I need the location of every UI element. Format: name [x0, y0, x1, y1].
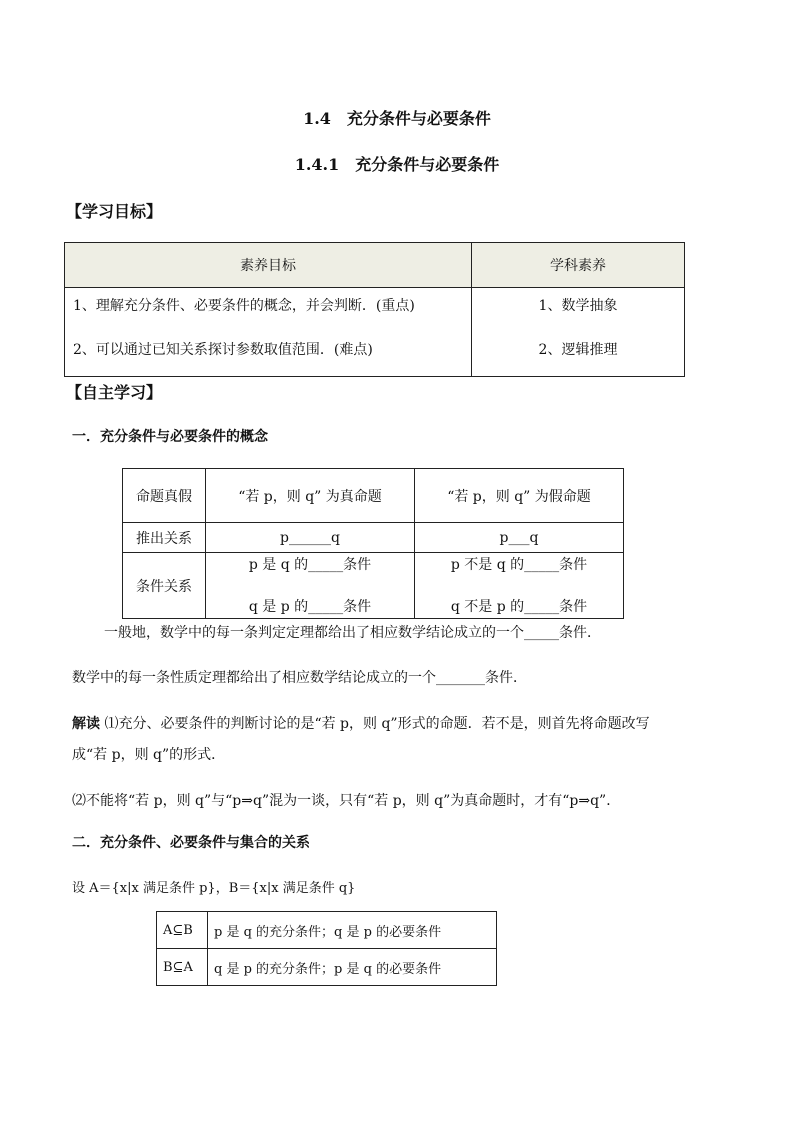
concept-cell-true: “若 p，则 q” 为真命题 [206, 469, 415, 523]
self-study-heading: 【自主学习】 [66, 383, 163, 402]
note-1-line-2: 成“若 p，则 q”的形式． [72, 747, 226, 763]
part1-heading: 一．充分条件与必要条件的概念 [72, 429, 268, 445]
goals-heading: 【学习目标】 [66, 202, 163, 221]
concept-cell-false: “若 p，则 q” 为假命题 [415, 469, 624, 523]
concept-table [122, 468, 624, 619]
concept-cell-cond-label: 条件关系 [123, 553, 206, 619]
set-definition: 设 A＝{x|x 满足条件 p}，B＝{x|x 满足条件 q} [72, 881, 356, 896]
part2-heading: 二．充分条件、必要条件与集合的关系 [72, 835, 310, 851]
goal-item-2: 2、可以通过已知关系探讨参数取值范围．(难点) [73, 342, 373, 358]
document-title: 1.4 充分条件与必要条件 [303, 109, 491, 128]
goals-subject-cell [472, 288, 685, 377]
note-1-line-1 [72, 713, 650, 733]
cond-true-line-1: p 是 q 的_____条件 [248, 556, 372, 573]
set-rel-2: B⊆A [157, 949, 208, 986]
note-label: 解读 [72, 716, 100, 732]
note-1-text: ⑴充分、必要条件的判断讨论的是“若 p，则 q”形式的命题．若不是，则首先将命题改写 [100, 716, 650, 732]
cond-false-line-1: p 不是 q 的_____条件 [450, 556, 588, 573]
subject-item-1: 1、数学抽象 [538, 298, 618, 314]
concept-cell-infer-false: p___q [415, 523, 624, 553]
goals-header-left: 素养目标 [65, 243, 472, 288]
cond-false-line-2: q 不是 p 的_____条件 [450, 598, 588, 615]
paragraph-property-theorem: 数学中的每一条性质定理都给出了相应数学结论成立的一个_______条件． [72, 670, 527, 686]
concept-cell-infer-label: 推出关系 [123, 523, 206, 553]
concept-cell-truth: 命题真假 [123, 469, 206, 523]
paragraph-judgment-theorem: 一般地，数学中的每一条判定定理都给出了相应数学结论成立的一个_____条件． [104, 625, 601, 641]
set-desc-2: q 是 p 的充分条件；p 是 q 的必要条件 [208, 949, 497, 986]
note-2: ⑵不能将“若 p，则 q”与“p⇒q”混为一谈，只有“若 p，则 q”为真命题时，才有“p⇒q”． [72, 793, 621, 809]
goals-header-right: 学科素养 [472, 243, 685, 288]
goals-literacy-cell [65, 288, 472, 377]
concept-cell-infer-true: p______q [206, 523, 415, 553]
concept-cell-cond-false [415, 553, 624, 619]
set-desc-1: p 是 q 的充分条件；q 是 p 的必要条件 [208, 912, 497, 949]
goal-item-1: 1、理解充分条件、必要条件的概念，并会判断．(重点) [73, 298, 415, 314]
subject-item-2: 2、逻辑推理 [538, 342, 618, 358]
cond-true-line-2: q 是 p 的_____条件 [248, 598, 372, 615]
goals-table [64, 242, 685, 377]
document-subtitle: 1.4.1 充分条件与必要条件 [294, 155, 500, 174]
concept-cell-cond-true [206, 553, 415, 619]
set-rel-1: A⊆B [157, 912, 208, 949]
set-relation-table [156, 911, 497, 986]
